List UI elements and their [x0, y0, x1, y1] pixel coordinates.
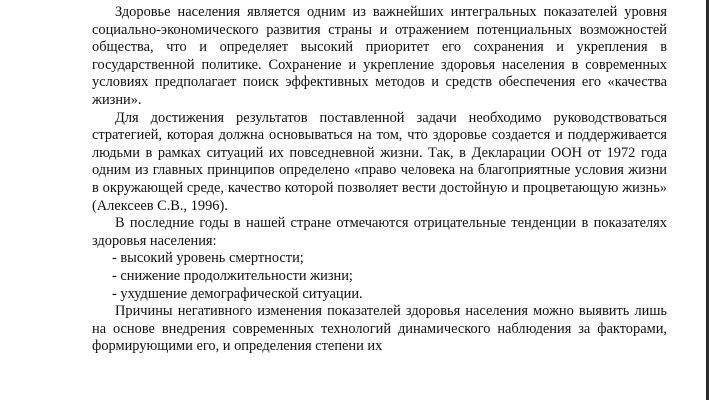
paragraph-2: Для достижения результатов поставленной задачи необходимо руководствоваться стратегией, которая должна основываться на том, что здоровье создается и поддерживается людьми в рамках ситуаций их повседневной жизни. Так, в Декларации ООН от 1972 года одним из главных принципов определено «право человека на благоприятные условия жизни в окружающей среде, качество которой позволяет вести достойную и процветающую жизнь» (Алексеев С.В., 1996).: [92, 109, 667, 214]
paragraph-1: Здоровье населения является одним из важнейших интегральных показателей уровня социально-экономического развития страны и отражением потенциальных возможностей общества, что и определяет высокий приоритет его сохранения и укрепления в государственной политике. Сохранение и укрепление здоровья населения в современных условиях предполагает поиск эффективных методов и средств обеспечения его «качества жизни».: [92, 4, 667, 108]
paragraph-4: Причины негативного изменения показателей здоровья населения можно выявить лишь на основе внедрения современных технологий динамического наблюдения за факторами, формирующими его, и определения степени их: [92, 303, 667, 355]
tendency-list: [92, 250, 667, 303]
paragraph-3: В последние годы в нашей стране отмечаются отрицательные тенденции в показателях здоровья населения:: [92, 215, 667, 249]
list-item: - высокий уровень смертности;: [112, 250, 304, 267]
list-item: - снижение продолжительности жизни;: [112, 267, 353, 284]
list-item: - ухудшение демографической ситуации.: [112, 285, 363, 302]
document-body: [92, 0, 667, 356]
